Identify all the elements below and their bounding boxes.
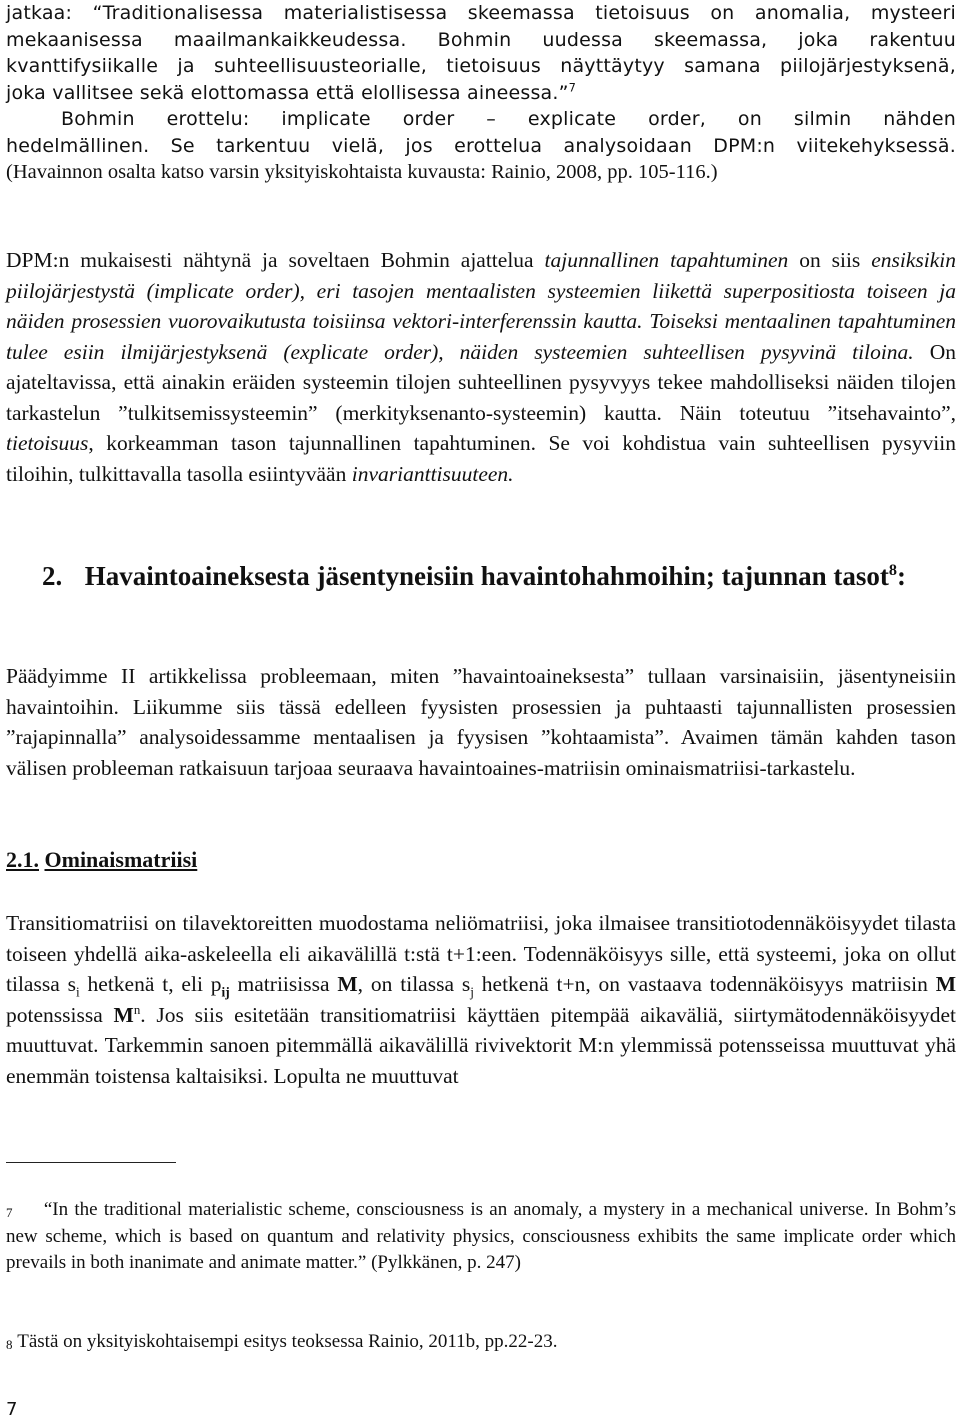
matrix-symbol: M <box>113 1002 134 1027</box>
text-run: , korkeamman tason tajunnallinen tapahtuminen. Se voi kohdistua vain suhteellisen pysyviin tiloihin, tulkittavalla tasolla esiintyvään <box>6 431 956 486</box>
text-run: on siis <box>788 248 872 272</box>
emphasis: invarianttisuuteen. <box>351 461 514 486</box>
text-run: , on tilassa s <box>357 972 471 996</box>
footnote-7 <box>6 1197 956 1277</box>
matrix-symbol: M <box>935 972 956 996</box>
emphasis: ensiksikin piilojärjestystä (implicate order), eri tasojen mentaalisten systeemien liikettä superpositiosta toiseen ja näiden prosessien vuorovaikutusta toisiinsa vektori-interferenssin kautta. <box>6 248 957 333</box>
text-run: potenssissa <box>6 1002 114 1027</box>
footnote-ref-7[interactable]: 7 <box>568 80 577 95</box>
heading-colon: : <box>897 561 906 591</box>
matrix-symbol: M <box>337 972 358 996</box>
matrix-paragraph <box>6 908 956 1091</box>
subscript: j <box>470 984 474 1000</box>
distinction-line: Bohmin erottelu: implicate order – explicate order, on silmin nähden <box>61 108 956 130</box>
dpm-paragraph <box>6 245 956 489</box>
quote-line: mekaanisessa maailmankaikkeudessa. Bohmin uudessa skeemassa, joka rakentuu <box>6 28 956 51</box>
footnote-text: “In the traditional materialistic scheme, consciousness is an anomaly, a mystery in a mechanical universe. In Bohm’s new scheme, which is based on quantum and relativity physics, consciousness exhibits the same implicate order which prevails in both inanimate and animate matter.” (Pylkkänen, p. 247) <box>6 1199 956 1273</box>
quote-paragraph <box>6 0 956 186</box>
text-run: matriisissa <box>229 972 338 996</box>
subscript: ij <box>221 984 230 1000</box>
subsection-heading <box>6 846 197 874</box>
footnote-text: Tästä on yksityiskohtaisempi esitys teoksessa Rainio, 2011b, pp.22-23. <box>17 1331 558 1352</box>
subsection-title: Ominaismatriisi <box>44 847 198 872</box>
text-run: DPM:n mukaisesti nähtynä ja soveltaen Bohmin ajattelua <box>6 248 545 272</box>
footnote-separator <box>6 1162 176 1163</box>
section-number: 2. <box>42 561 63 591</box>
text-run: hetkenä t, eli p <box>79 972 222 996</box>
quote-line: kvanttifysiikalle ja suhteellisuusteorialle, tietoisuus näyttäytyy samana piilojärjestyksenä, <box>6 55 956 77</box>
distinction-line: hedelmällinen. Se tarkentuu vielä, jos erottelua analysoidaan DPM:n viitekehyksessä. <box>6 134 956 157</box>
emphasis: Toiseksi mentaalinen tapahtuminen tulee esiin ilmijärjestyksenä (explicate order), näiden systeemien suhteellisen pysyvinä tiloina. <box>6 309 957 364</box>
quote-line <box>6 80 956 107</box>
footnote-number: 8 <box>6 1337 13 1352</box>
page-number: 7 <box>6 1399 18 1420</box>
superscript: n <box>133 1002 141 1017</box>
quote-end-text: joka vallitsee sekä elottomassa että elollisessa aineessa.” <box>6 81 569 104</box>
distinction-line: (Havainnon osalta katso varsin yksityiskohtaista kuvausta: Rainio, 2008, pp. 105-116.) <box>6 161 718 183</box>
section-heading-2 <box>42 559 956 593</box>
subsection-number: 2.1. <box>6 847 39 872</box>
text-run: Transitiomatriisi on tilavektoreitten muodostama neliömatriisi, joka ilmaisee transitiotodennäköisyydet tilasta toiseen yhdellä aika-askeleella eli aikavälillä t:stä t+1:een. Todennäköisyys sille, että systeemi, joka on ollut tilassa s <box>6 911 956 996</box>
subscript: i <box>75 984 80 1000</box>
text-run: hetkenä t+n, on vastaava todennäköisyys matriisin <box>473 972 936 996</box>
text-run: . Jos siis esitetään transitiomatriisi käyttäen pitempää aikaväliä, siirtymätodennäköisyydet muuttuvat. Tarkemmin sanoen pitemmällä aikavälillä rivivektorit M:n ylemmissä potensseissa muuttuvat yhä enemmän toistensa kaltaisiksi. Lopulta ne muuttuvat <box>6 1002 956 1088</box>
emphasis: tietoisuus <box>6 431 89 455</box>
section-title: Havaintoaineksesta jäsentyneisiin havaintohahmoihin; tajunnan tasot <box>84 561 889 591</box>
footnote-number: 7 <box>6 1205 13 1220</box>
emphasis: tajunnallinen tapahtuminen <box>544 248 789 272</box>
footnote-ref-8[interactable]: 8 <box>888 561 897 579</box>
quote-line: jatkaa: “Traditionalisessa materialistisessa skeemassa tietoisuus on anomalia, mysteeri <box>6 2 956 24</box>
perception-paragraph: Päädyimme II artikkelissa probleemaan, miten ”havaintoaineksesta” tullaan varsinaisiin, jäsentyneisiin havaintoihin. Liikumme siis tässä edelleen fyysisten prosessien ja puhtaasti tajunnallisten prosessien ”rajapinnalla” analysoidessamme mentaalisen ja fyysisen ”kohtaamista”. Avaimen tämän kahden tason välisen probleeman ratkaisuun tarjoaa seuraava havaintoaines-matriisin ominaismatriisi-tarkastelu. <box>6 664 956 780</box>
footnote-8 <box>6 1329 956 1356</box>
text-run: On ajateltavissa, että ainakin eräiden systeemin tilojen suhteellinen pysyvyys tekee mahdolliseksi näiden tilojen tarkastelun ”tulkitsemissysteemin” (merkityksenanto-systeemin) kautta. Näin toteutuu ”itsehavainto”, <box>6 339 956 425</box>
